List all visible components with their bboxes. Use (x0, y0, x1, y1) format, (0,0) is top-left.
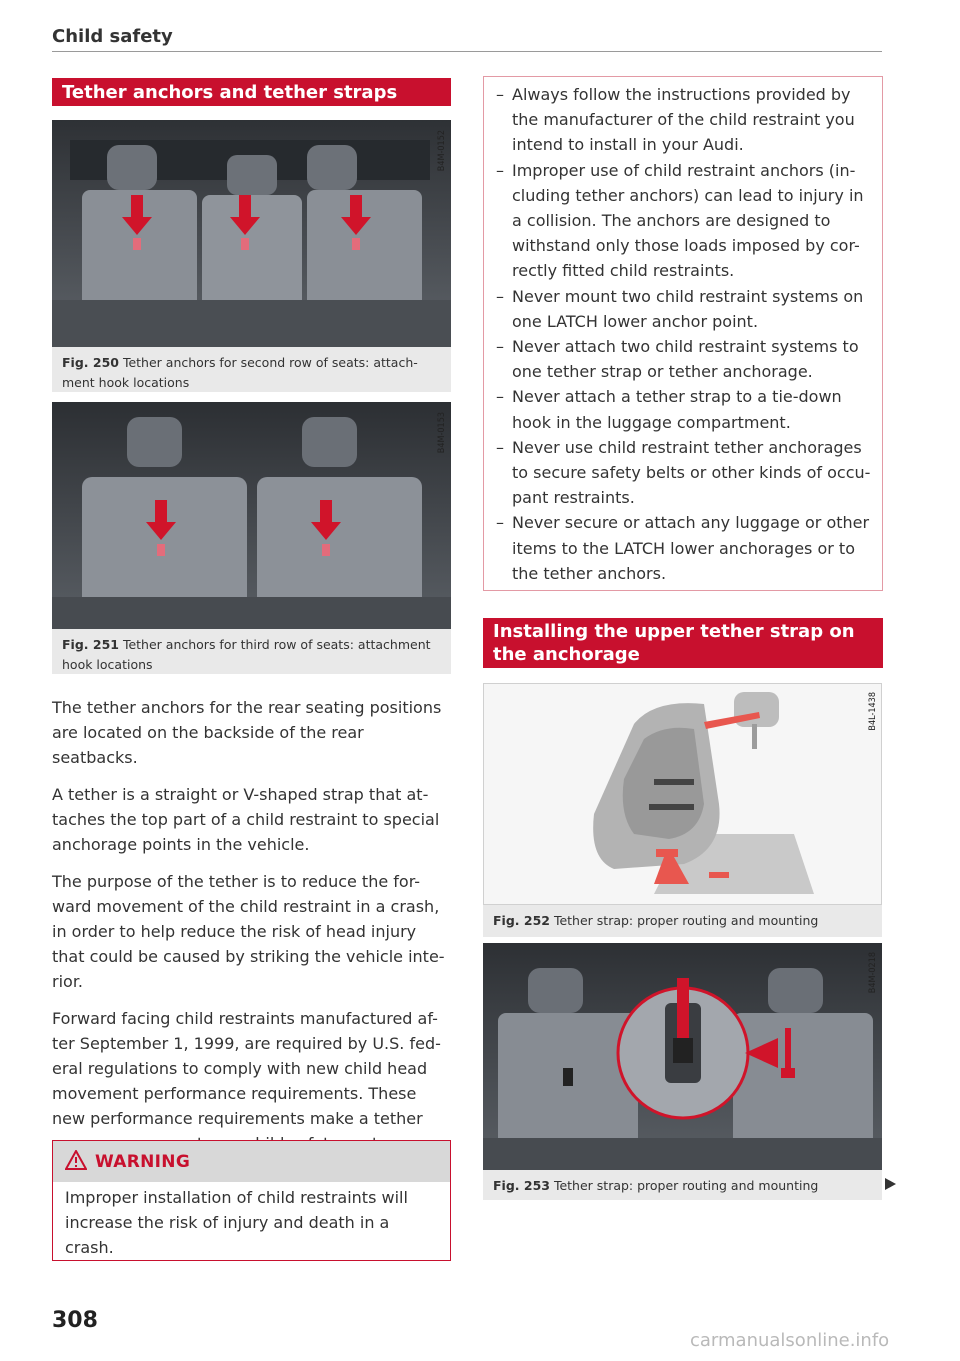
figure-number: Fig. 253 (493, 1178, 550, 1193)
figure-caption-text: Tether anchors for second row of seats: attach-ment hook locations (62, 355, 418, 390)
figure-250-image (52, 120, 451, 347)
figure-code: B4M-0153 (437, 412, 447, 454)
figure-code: B4L-1438 (868, 692, 878, 731)
figure-number: Fig. 251 (62, 637, 119, 652)
figure-251-image (52, 402, 451, 629)
warning-text: Improper installation of child restraints will increase the risk of injury and death in a crash. (65, 1188, 408, 1257)
watermark: carmanualsonline.info (690, 1330, 890, 1351)
section-heading-tether-anchors: Tether anchors and tether straps (52, 78, 451, 106)
caution-list (496, 82, 872, 586)
warning-box (52, 1140, 451, 1261)
page-header-title: Child safety (52, 26, 173, 47)
list-item: – Never attach two child restraint systems to one tether strap or tether anchorage. (496, 334, 872, 384)
paragraph: The purpose of the tether is to reduce the for-ward movement of the child restraint in a crash, in order to help reduce the risk of head injury that could be caused by striking the vehicle inte-rior. (52, 872, 445, 991)
caution-box (483, 76, 883, 591)
figure-caption-text: Tether anchors for third row of seats: attachment hook locations (62, 637, 431, 672)
figure-code: B4M-0152 (437, 130, 447, 172)
page-number: 308 (52, 1308, 98, 1333)
list-item: – Never attach a tether strap to a tie-down hook in the luggage compartment. (496, 384, 872, 434)
figure-code: B4M-0218 (868, 952, 878, 994)
figure-251-caption (52, 629, 451, 674)
list-item: – Never secure or attach any luggage or other items to the LATCH lower anchorages or to the tether anchors. (496, 510, 872, 586)
paragraph: Forward facing child restraints manufactured af-ter September 1, 1999, are required by U.S. fed-eral regulations to comply with new child head movement performance requirements. These new performance requirements make a tether (52, 1009, 441, 1128)
list-item: – Never mount two child restraint systems on one LATCH lower anchor point. (496, 284, 872, 334)
list-item: – Always follow the instructions provided by the manufacturer of the child restraint you intend to install in your Audi. (496, 82, 872, 158)
warning-header (53, 1141, 450, 1182)
figure-caption-text: Tether strap: proper routing and mounting (553, 1178, 819, 1193)
figure-number: Fig. 250 (62, 355, 119, 370)
list-item: – Improper use of child restraint anchors (in-cluding tether anchors) can lead to injury in a collision. The anchors are designed to withstand only those loads imposed by cor-rectly fitted child restraints. (496, 158, 872, 284)
figure-252-image (483, 683, 882, 905)
figure-252-caption (483, 905, 882, 937)
body-text (52, 695, 452, 1168)
figure-253-caption (483, 1170, 882, 1200)
warning-triangle-icon (65, 1150, 87, 1174)
figure-number: Fig. 252 (493, 913, 550, 928)
figure-caption-text: Tether strap: proper routing and mounting (553, 913, 819, 928)
section-heading-upper-tether: Installing the upper tether strap on the anchorage (483, 618, 883, 668)
paragraph: A tether is a straight or V-shaped strap that at-taches the top part of a child restraint to special anchorage points in the vehicle. (52, 785, 440, 854)
figure-253-image (483, 943, 882, 1170)
continue-arrow-icon (885, 1178, 896, 1190)
list-item: – Never use child restraint tether anchorages to secure safety belts or other kinds of occu-pant restraints. (496, 435, 872, 511)
warning-title: WARNING (95, 1151, 191, 1172)
figure-250-caption (52, 347, 451, 392)
header-divider (52, 51, 882, 52)
paragraph: The tether anchors for the rear seating positions are located on the backside of the rear seatbacks. (52, 698, 442, 767)
